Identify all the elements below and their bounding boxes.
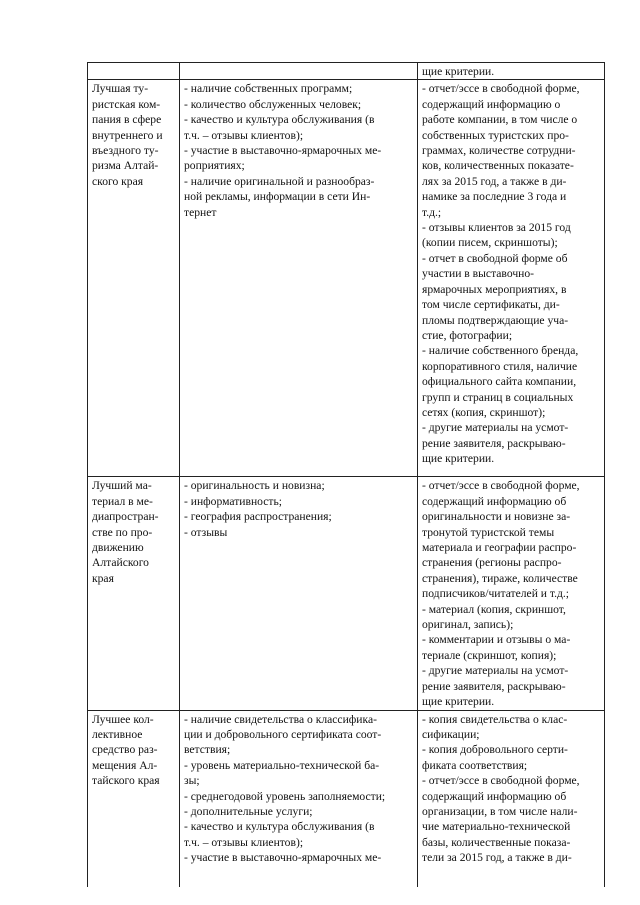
document-line: тели за 2015 год, а также в ди- xyxy=(422,851,572,865)
document-line: рение заявителя, раскрываю- xyxy=(422,436,566,450)
document-line: щие критерии. xyxy=(422,65,495,78)
criterion-line: ции и добровольного сертификата соот- xyxy=(184,727,382,741)
criterion-line: - дополнительные услуги; xyxy=(184,804,313,818)
criterion-line: - наличие собственных программ; xyxy=(184,82,353,96)
criteria-cell xyxy=(180,710,418,887)
nomination-line: лективное xyxy=(92,727,143,741)
nomination-line: Лучшее кол- xyxy=(92,712,154,726)
criterion-line: ной рекламы, информации в сети Ин- xyxy=(184,190,371,204)
document-line: сификации; xyxy=(422,727,480,741)
nomination-line: ризма Алтай- xyxy=(92,159,159,173)
documents-cell xyxy=(418,63,605,80)
criterion-line: - наличие оригинальной и разнообраз- xyxy=(184,174,375,188)
nomination-cell xyxy=(88,63,180,80)
document-line: (копии писем, скриншоты); xyxy=(422,236,558,250)
document-line: официального сайта компании, xyxy=(422,375,577,389)
document-line: содержащий информацию о xyxy=(422,97,561,111)
criterion-line: - наличие свидетельства о классифика- xyxy=(184,712,377,726)
document-line: фиката соответствия; xyxy=(422,758,528,772)
criterion-line: - количество обслуженных человек; xyxy=(184,97,362,111)
criterion-line: зы; xyxy=(184,774,200,788)
nomination-line: Лучшая ту- xyxy=(92,82,149,96)
document-line: - копия свидетельства о клас- xyxy=(422,712,568,726)
nomination-line: края xyxy=(92,571,114,585)
nomination-line: стве по про- xyxy=(92,525,153,539)
nomination-cell xyxy=(88,80,180,477)
nomination-line: ского края xyxy=(92,174,144,188)
document-line: териале (скриншот, копия); xyxy=(422,648,557,662)
document-line: щие критерии. xyxy=(422,452,495,466)
nomination-line: териал в ме- xyxy=(92,494,153,508)
document-line: рение заявителя, раскрываю- xyxy=(422,679,566,693)
nomination-line: мещения Ал- xyxy=(92,758,158,772)
document-line: содержащий информацию об xyxy=(422,789,567,803)
document-line: странения), тираже, количестве xyxy=(422,571,578,585)
criterion-line: - участие в выставочно-ярмарочных ме- xyxy=(184,851,382,865)
document-line: тронутой туристской темы xyxy=(422,525,555,539)
criterion-line: тернет xyxy=(184,205,217,219)
document-line: - комментарии и отзывы о ма- xyxy=(422,633,571,647)
document-line: чие материально-технической xyxy=(422,820,571,834)
criteria-table-body xyxy=(88,63,605,887)
criteria-cell xyxy=(180,63,418,80)
nomination-line: пания в сфере xyxy=(92,113,162,127)
document-line: ярмарочных мероприятиях, в xyxy=(422,282,567,296)
criterion-line: - география распространения; xyxy=(184,510,332,524)
table-row xyxy=(88,80,605,477)
document-line: пломы подтверждающие уча- xyxy=(422,313,569,327)
document-line: стие, фотографии; xyxy=(422,328,513,342)
document-line: участии в выставочно- xyxy=(422,267,535,281)
criterion-line: - оригинальность и новизна; xyxy=(184,479,325,493)
document-line: оригинальности и новизне за- xyxy=(422,510,571,524)
document-line: щие критерии. xyxy=(422,695,495,709)
nomination-line: внутреннего и xyxy=(92,128,163,142)
documents-cell xyxy=(418,710,605,887)
document-line: групп и страниц в социальных xyxy=(422,390,574,404)
table-row xyxy=(88,477,605,710)
document-line: намике за последние 3 года и xyxy=(422,190,567,204)
document-line: - наличие собственного бренда, xyxy=(422,344,579,358)
criterion-line: т.ч. – отзывы клиентов); xyxy=(184,128,304,142)
document-line: - материал (копия, скриншот, xyxy=(422,602,566,616)
document-line: корпоративного стиля, наличие xyxy=(422,359,578,373)
document-line: странения (регионы распро- xyxy=(422,556,562,570)
nomination-cell xyxy=(88,477,180,710)
document-line: граммах, количестве сотрудни- xyxy=(422,144,576,158)
nomination-line: средство раз- xyxy=(92,743,158,757)
nomination-line: Лучший ма- xyxy=(92,479,152,493)
document-line: - копия добровольного серти- xyxy=(422,743,568,757)
table-row xyxy=(88,710,605,887)
document-line: - другие материалы на усмот- xyxy=(422,421,569,435)
document-line: - отзывы клиентов за 2015 год xyxy=(422,221,571,235)
document-line: работе компании, в том числе о xyxy=(422,113,578,127)
criterion-line: - качество и культура обслуживания (в xyxy=(184,113,375,127)
table-row xyxy=(88,63,605,80)
criterion-line: ветствия; xyxy=(184,743,231,757)
criterion-line: - среднегодовой уровень заполняемости; xyxy=(184,789,386,803)
document-line: - отчет/эссе в свободной форме, xyxy=(422,479,580,493)
criteria-cell xyxy=(180,80,418,477)
nomination-line: Алтайского xyxy=(92,556,149,570)
document-line: ков, количественных показате- xyxy=(422,159,574,173)
document-line: том числе сертификаты, ди- xyxy=(422,298,560,312)
nomination-line: диапростран- xyxy=(92,510,159,524)
document-line: - другие материалы на усмот- xyxy=(422,664,569,678)
nomination-line: въездного ту- xyxy=(92,144,159,158)
nomination-line: движению xyxy=(92,541,144,555)
criteria-table xyxy=(87,62,605,887)
document-line: содержащий информацию об xyxy=(422,494,567,508)
document-line: - отчет в свободной форме об xyxy=(422,251,568,265)
document-line: базы, количественные показа- xyxy=(422,835,571,849)
nomination-line: ристская ком- xyxy=(92,97,161,111)
documents-cell xyxy=(418,80,605,477)
document-line: собственных туристских про- xyxy=(422,128,569,142)
document-line: - отчет/эссе в свободной форме, xyxy=(422,774,580,788)
criterion-line: - уровень материально-технической ба- xyxy=(184,758,380,772)
nomination-cell xyxy=(88,710,180,887)
criteria-cell xyxy=(180,477,418,710)
nomination-line: тайского края xyxy=(92,774,160,788)
document-line: организации, в том числе нали- xyxy=(422,804,578,818)
criterion-line: т.ч. – отзывы клиентов); xyxy=(184,835,304,849)
criterion-line: - информативность; xyxy=(184,494,282,508)
document-line: оригинал, запись); xyxy=(422,618,514,632)
document-line: материала и географии распро- xyxy=(422,541,577,555)
criterion-line: роприятиях; xyxy=(184,159,245,173)
documents-cell xyxy=(418,477,605,710)
criterion-line: - участие в выставочно-ярмарочных ме- xyxy=(184,144,382,158)
document-line: т.д.; xyxy=(422,205,442,219)
document-line: - отчет/эссе в свободной форме, xyxy=(422,82,580,96)
criterion-line: - качество и культура обслуживания (в xyxy=(184,820,375,834)
criterion-line: - отзывы xyxy=(184,525,228,539)
document-line: сетях (копия, скриншот); xyxy=(422,405,546,419)
document-line: лях за 2015 год, а также в ди- xyxy=(422,174,567,188)
document-line: подписчиков/читателей и т.д.; xyxy=(422,587,570,601)
